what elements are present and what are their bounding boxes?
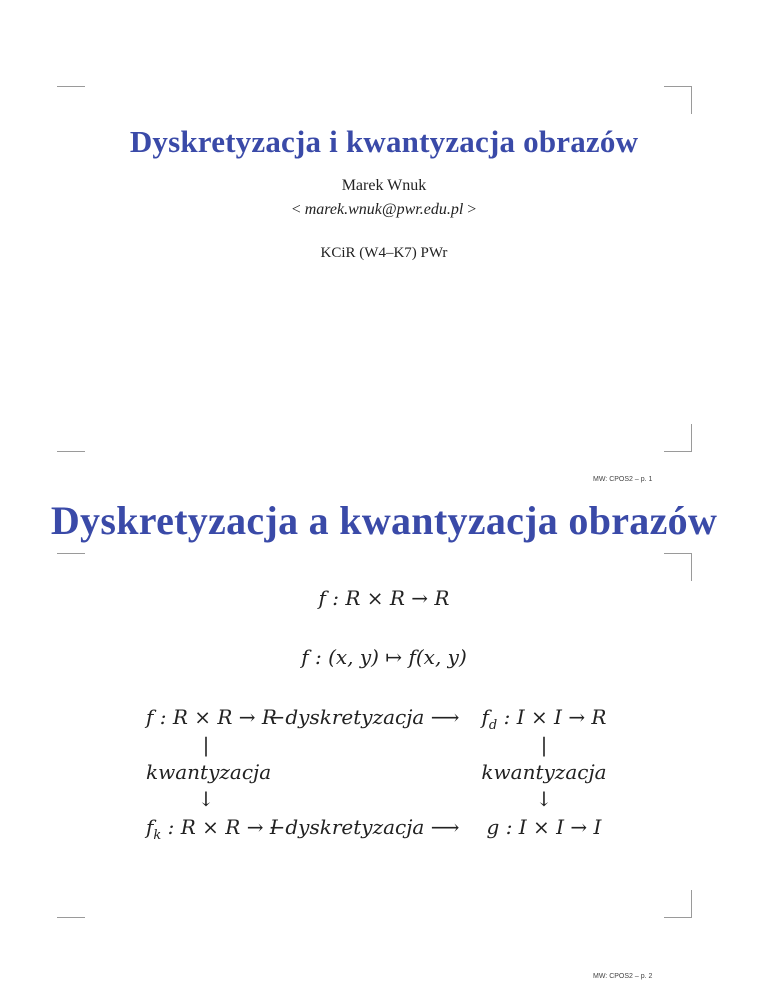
diagram-bottom-left-subscript: k xyxy=(153,828,162,843)
crop-mark-bottom-right-vertical xyxy=(691,424,692,452)
slide1-email-line xyxy=(0,201,768,219)
crop-mark-top-left-2 xyxy=(57,553,85,554)
diagram-top-right xyxy=(476,705,612,733)
crop-mark-top-right-vertical xyxy=(691,86,692,114)
email-open-bracket: < xyxy=(291,201,301,218)
diagram-down-arrow-right: ↓ xyxy=(535,787,553,811)
diagram-bottom-left-f: f xyxy=(146,815,154,839)
diagram-quant-right: kwantyzacja xyxy=(481,760,607,784)
slide1-author: Marek Wnuk xyxy=(341,177,427,194)
diagram-down-arrow-left: ↓ xyxy=(197,787,215,811)
slide1-footer: MW: CPOS2 – p. 1 xyxy=(593,476,653,483)
crop-mark-bottom-right xyxy=(664,451,692,452)
slide2-title: Dyskretyzacja a kwantyzacja obrazów xyxy=(50,498,718,543)
slide1-title: Dyskretyzacja i kwantyzacja obrazów xyxy=(129,124,639,159)
diagram-top-right-rest: : I × I → R xyxy=(497,705,607,729)
diagram-bar-right: | xyxy=(540,733,548,757)
equation-mapping: f : R × R → R xyxy=(318,586,450,610)
diagram-bottom-arrow: −dyskretyzacja ⟶ xyxy=(268,815,460,839)
crop-mark-bottom-right-2 xyxy=(664,917,692,918)
crop-mark-bottom-left-2 xyxy=(57,917,85,918)
diagram-quant-left: kwantyzacja xyxy=(146,760,272,784)
diagram-bar-left: | xyxy=(202,733,210,757)
diagram-top-right-f: f xyxy=(481,705,489,729)
diagram-top-left: f : R × R → R xyxy=(146,705,277,729)
slide1-email[interactable]: marek.wnuk@pwr.edu.pl xyxy=(304,201,464,218)
crop-mark-top-right-vertical-2 xyxy=(691,553,692,581)
crop-mark-bottom-right-vertical-2 xyxy=(691,890,692,918)
diagram-bottom-left-rest: : R × R → I xyxy=(161,815,278,839)
diagram-top-right-subscript: d xyxy=(488,718,498,733)
diagram-bottom-right: g : I × I → I xyxy=(486,815,602,839)
slide2-footer: MW: CPOS2 – p. 2 xyxy=(593,973,653,980)
equation-function: f : (x, y) ↦ f(x, y) xyxy=(301,645,467,669)
crop-mark-bottom-left xyxy=(57,451,85,452)
diagram-bottom-left xyxy=(146,815,278,843)
crop-mark-top-right xyxy=(664,86,692,87)
diagram-top-arrow: −dyskretyzacja ⟶ xyxy=(268,705,460,729)
slide1-affiliation: KCiR (W4–K7) PWr xyxy=(320,245,448,261)
crop-mark-top-right-2 xyxy=(664,553,692,554)
crop-mark-top-left xyxy=(57,86,85,87)
email-close-bracket: > xyxy=(467,201,477,218)
